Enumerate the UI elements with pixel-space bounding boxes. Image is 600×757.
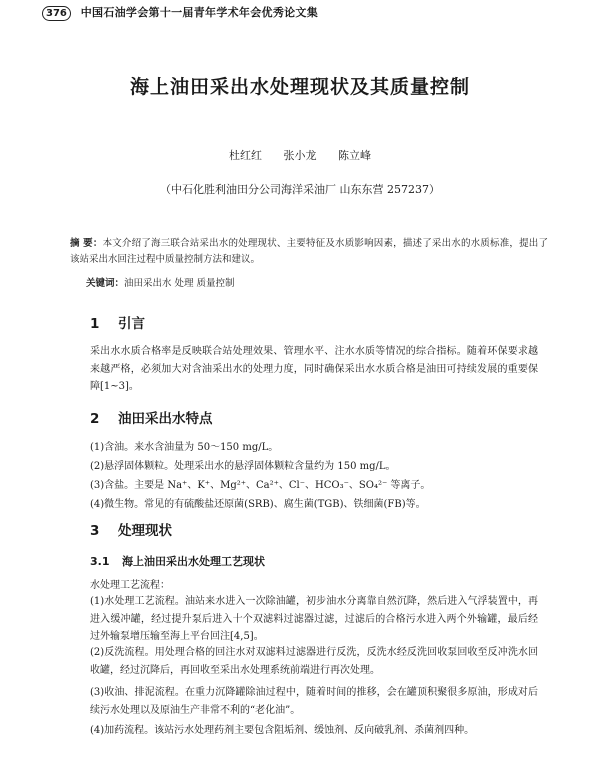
running-header — [42, 4, 572, 20]
section-heading — [90, 519, 172, 539]
section-number: 3 — [90, 523, 100, 539]
keywords-label: 关键词： — [86, 278, 125, 289]
list-item: (1)含油。来水含油量为 50～150 mg/L。 — [90, 442, 279, 453]
keywords-text: 油田采出水 处理 质量控制 — [124, 278, 235, 289]
abstract-text: 本文介绍了海三联合站采出水的处理现状、主要特征及水质影响因素，描述了采出水的水质标准，提出了该站采出水回注过程中质量控制方法和建议。 — [70, 238, 548, 265]
section-title: 引言 — [118, 316, 145, 332]
abstract — [70, 236, 548, 268]
abstract-label: 摘 要： — [70, 238, 103, 249]
subsection-heading — [90, 553, 265, 569]
paper-title: 海上油田采出水处理现状及其质量控制 — [129, 76, 470, 98]
list-item: (3)含盐。主要是 Na⁺、K⁺、Mg²⁺、Ca²⁺、Cl⁻、HCO₃⁻、SO₄²⁻ 等离子。 — [90, 480, 431, 491]
subsection-title: 海上油田采出水处理工艺现状 — [122, 555, 265, 568]
page-number: 376 — [42, 6, 71, 21]
running-title: 中国石油学会第十一届青年学术年会优秀论文集 — [80, 6, 319, 19]
section-heading — [90, 312, 145, 332]
paragraph: (1)水处理工艺流程。油站来水进入一次除油罐，初步油水分离靠自然沉降，然后进入气浮装置中，再进入缓冲罐，经过提升泵后进入十个双滤料过滤器过滤，过滤后的合格污水进入两个外输罐，最后经过外输泵增压输至海上平台回注[4,5]。 — [90, 596, 538, 642]
list-item: (4)微生物。常见的有硫酸盐还原菌(SRB)、腐生菌(TGB)、铁细菌(FB)等。 — [90, 499, 426, 510]
section-heading — [90, 407, 213, 427]
section-number: 2 — [90, 411, 100, 427]
author: 陈立峰 — [338, 149, 371, 162]
author-list — [0, 147, 600, 163]
section-title: 处理现状 — [118, 523, 172, 539]
paragraph: 采出水水质合格率是反映联合站处理效果、管理水平、注水水质等情况的综合指标。随着环保要求越来越严格，必须加大对含油采出水的处理力度，同时确保采出水水质合格是油田可持续发展的重要保障[1~3]。 — [90, 346, 538, 392]
author: 杜红红 — [229, 149, 262, 162]
affiliation: （中石化胜利油田分公司海洋采油厂 山东东营 257237） — [160, 183, 440, 196]
section-number: 1 — [90, 316, 100, 332]
paragraph: (3)收油、排泥流程。在重力沉降罐除油过程中，随着时间的推移，会在罐顶积聚很多原油，形成对后续污水处理以及原油生产非常不利的“老化油”。 — [90, 687, 538, 716]
section-title: 油田采出水特点 — [118, 411, 213, 427]
paragraph: (4)加药流程。该站污水处理药剂主要包含阻垢剂、缓蚀剂、反向破乳剂、杀菌剂四种。 — [90, 725, 475, 736]
list-item: (2)悬浮固体颗粒。处理采出水的悬浮固体颗粒含量约为 150 mg/L。 — [90, 461, 396, 472]
paragraph: (2)反洗流程。用处理合格的回注水对双滤料过滤器进行反洗，反洗水经反洗回收泵回收至反冲洗水回收罐，经过沉降后，再回收至采出水处理系统前端进行再次处理。 — [90, 647, 538, 676]
author: 张小龙 — [283, 149, 317, 162]
paragraph: 水处理工艺流程： — [90, 580, 170, 591]
subsection-number: 3.1 — [90, 555, 110, 568]
keywords — [86, 275, 235, 289]
